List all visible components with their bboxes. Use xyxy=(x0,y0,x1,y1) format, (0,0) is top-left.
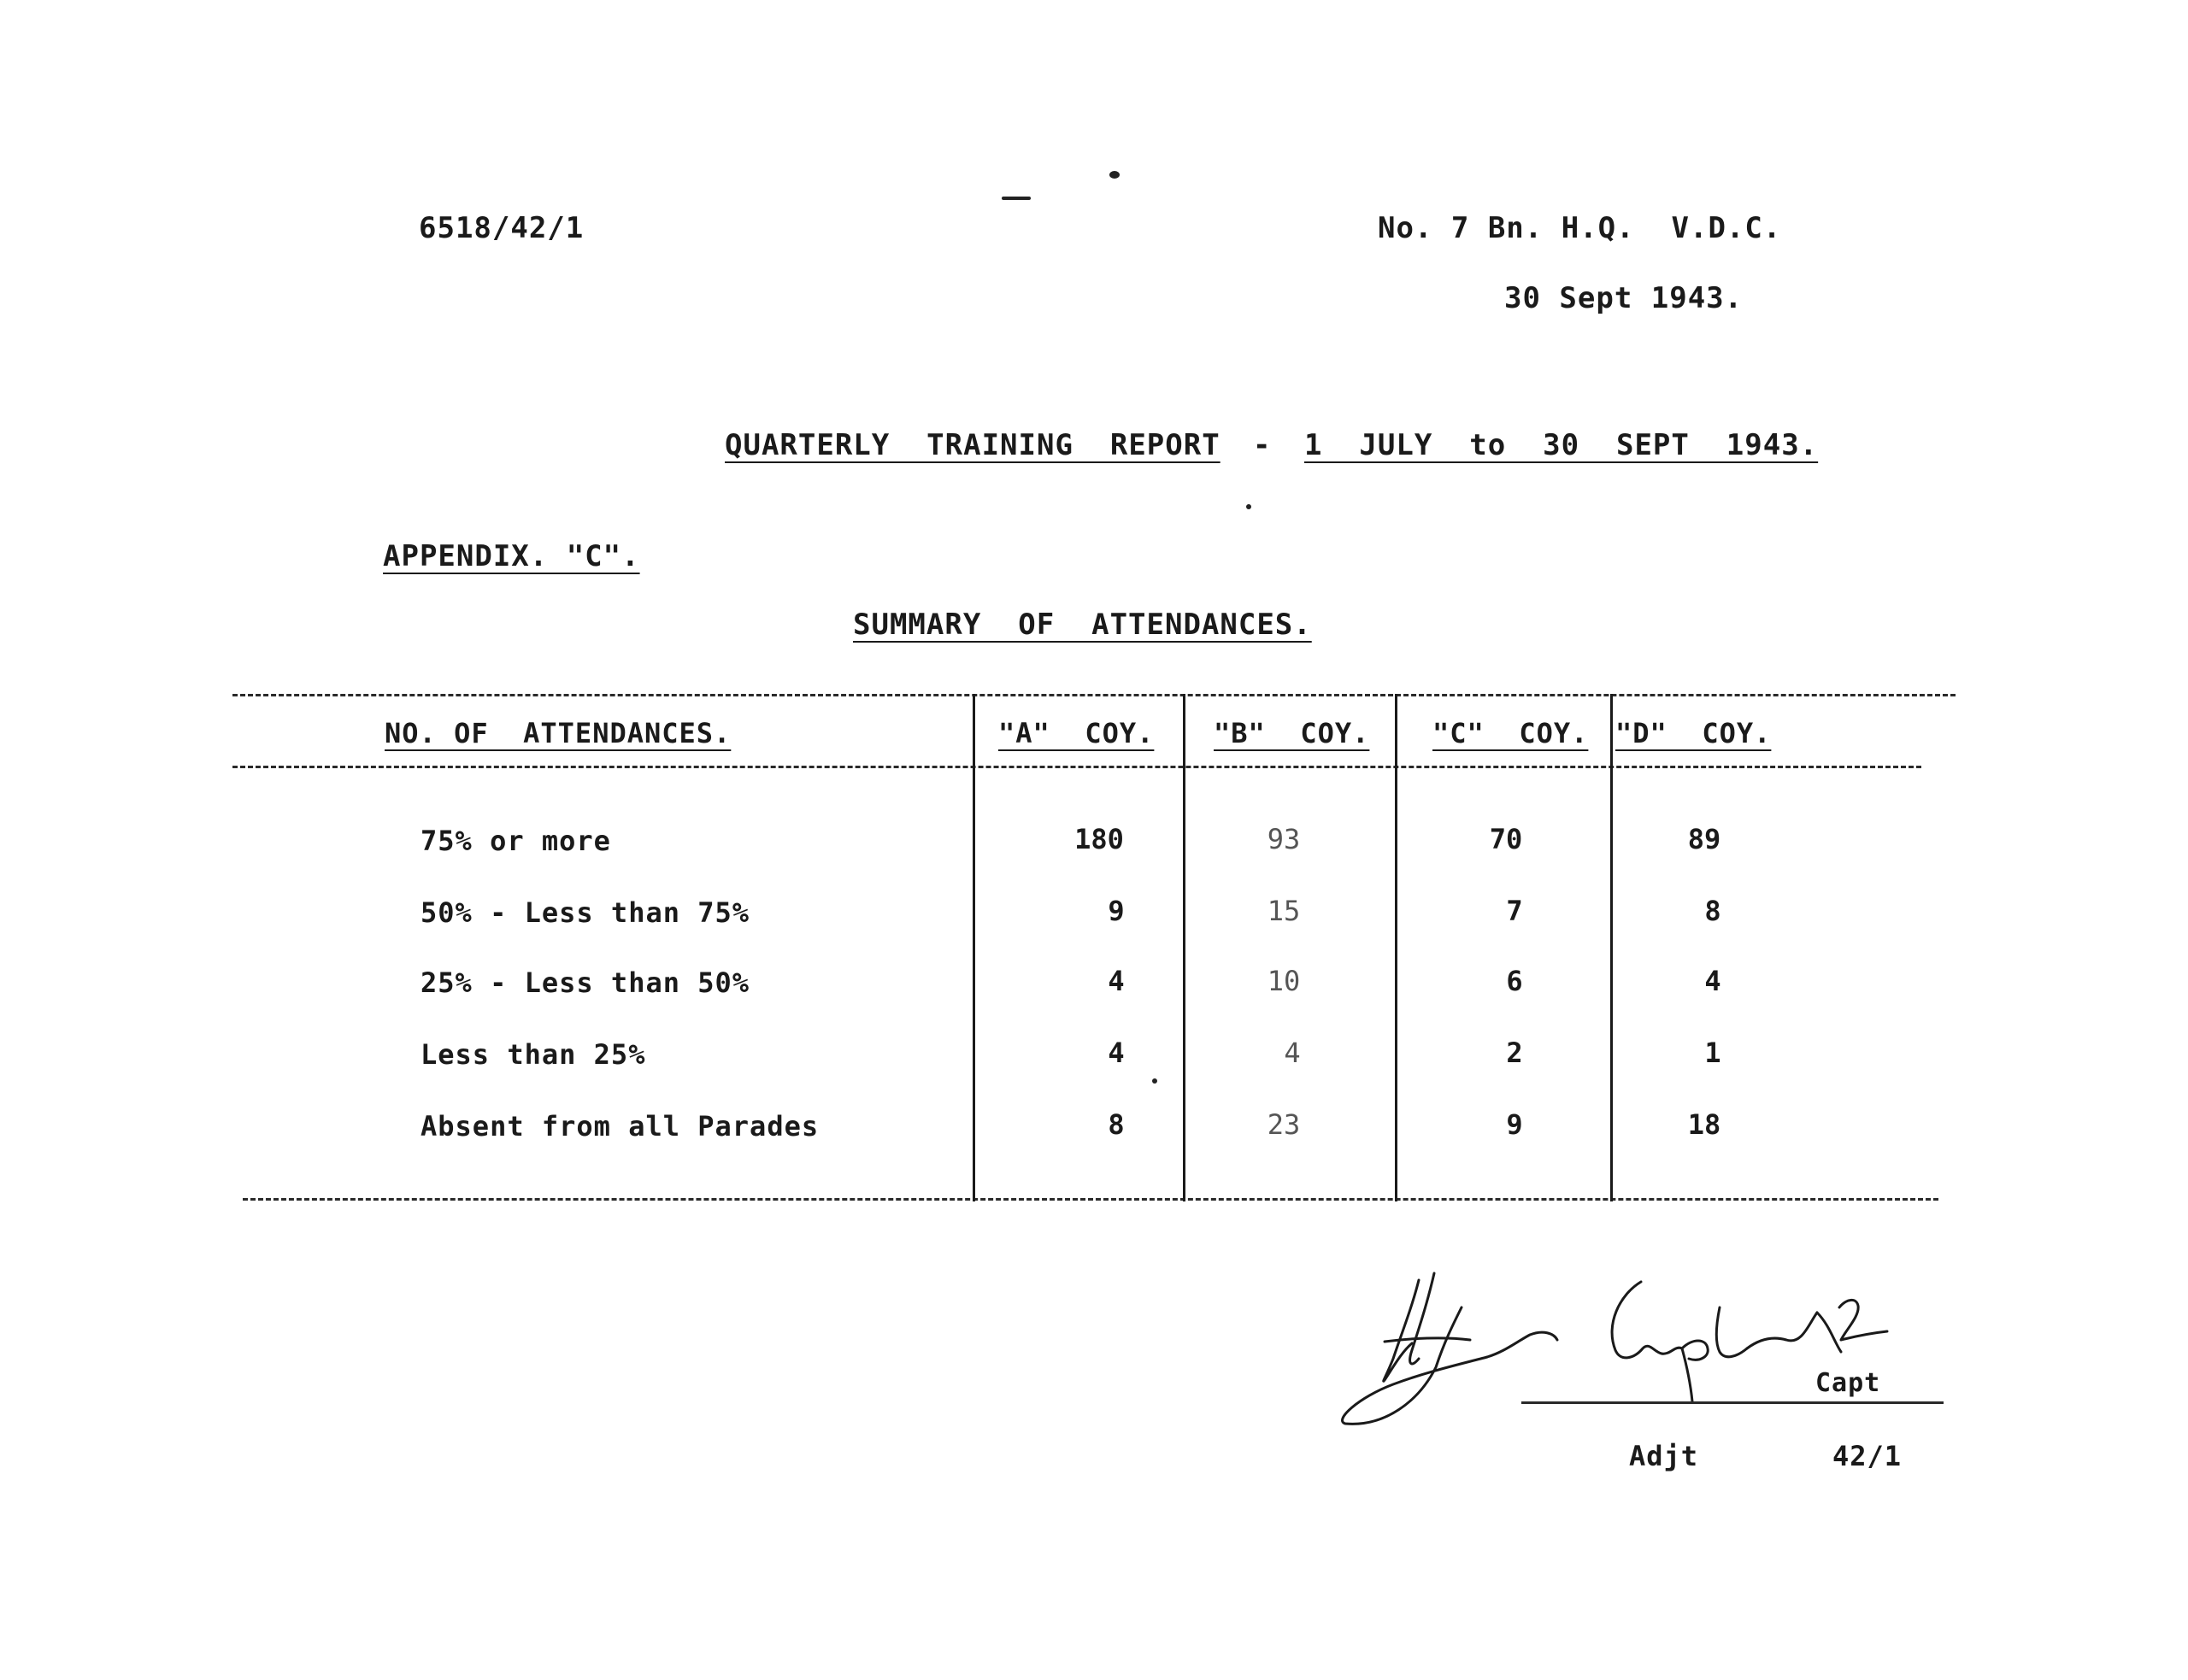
cell-b-coy: 15 xyxy=(1267,895,1301,927)
summary-title: SUMMARY OF ATTENDANCES. xyxy=(853,608,1312,642)
column-header-attendances: NO. OF ATTENDANCES. xyxy=(385,717,732,749)
ink-speck xyxy=(1152,1078,1157,1084)
column-header-d-coy: "D" COY. xyxy=(1615,717,1772,749)
signatory-battalion: 42/1 xyxy=(1832,1440,1903,1472)
table-top-rule xyxy=(232,694,1956,696)
cell-a-coy: 8 xyxy=(1108,1108,1125,1141)
cell-c-coy: 7 xyxy=(1506,895,1523,927)
report-title: QUARTERLY TRAINING REPORT xyxy=(725,428,1220,462)
column-header-b-coy: "B" COY. xyxy=(1214,717,1370,749)
cell-d-coy: 1 xyxy=(1704,1037,1721,1069)
cell-c-coy: 6 xyxy=(1506,965,1523,997)
cell-c-coy: 2 xyxy=(1506,1037,1523,1069)
cell-c-coy: 9 xyxy=(1506,1108,1523,1141)
reference-number: 6518/42/1 xyxy=(419,211,585,245)
cell-b-coy: 10 xyxy=(1267,965,1301,997)
row-label: Less than 25% xyxy=(421,1038,646,1071)
cell-d-coy: 8 xyxy=(1704,895,1721,927)
ink-speck xyxy=(1246,504,1251,509)
handwritten-signature xyxy=(1333,1256,1949,1436)
row-label: 25% - Less than 50% xyxy=(421,966,750,999)
row-label: 75% or more xyxy=(421,825,611,857)
column-divider xyxy=(1395,694,1397,1201)
report-period: 1 JULY to 30 SEPT 1943. xyxy=(1304,428,1819,462)
table-bottom-rule xyxy=(243,1198,1938,1201)
cell-a-coy: 9 xyxy=(1108,895,1125,927)
cell-d-coy: 89 xyxy=(1687,823,1721,855)
cell-d-coy: 4 xyxy=(1704,965,1721,997)
signatory-role: Adjt xyxy=(1629,1440,1699,1472)
row-label: Absent from all Parades xyxy=(421,1110,820,1143)
signatory-rank: Capt xyxy=(1815,1368,1881,1398)
column-divider xyxy=(973,694,975,1201)
column-divider xyxy=(1610,694,1613,1201)
cell-b-coy: 93 xyxy=(1267,823,1301,855)
cell-c-coy: 70 xyxy=(1489,823,1523,855)
document-date: 30 Sept 1943. xyxy=(1504,281,1744,315)
title-separator: - xyxy=(1253,428,1272,462)
ink-speck xyxy=(1109,171,1120,179)
cell-a-coy: 180 xyxy=(1074,823,1124,855)
appendix-label: APPENDIX. "C". xyxy=(383,539,640,573)
cell-b-coy: 23 xyxy=(1267,1108,1301,1141)
cell-a-coy: 4 xyxy=(1108,1037,1125,1069)
cell-b-coy: 4 xyxy=(1284,1037,1301,1069)
unit-designation: No. 7 Bn. H.Q. V.D.C. xyxy=(1378,211,1782,245)
row-label: 50% - Less than 75% xyxy=(421,896,750,929)
ink-speck xyxy=(1002,197,1031,200)
column-divider xyxy=(1183,694,1185,1201)
column-header-c-coy: "C" COY. xyxy=(1432,717,1589,749)
signature-line xyxy=(1521,1401,1944,1404)
column-header-a-coy: "A" COY. xyxy=(998,717,1155,749)
cell-d-coy: 18 xyxy=(1687,1108,1721,1141)
cell-a-coy: 4 xyxy=(1108,965,1125,997)
table-header-rule xyxy=(232,766,1921,768)
